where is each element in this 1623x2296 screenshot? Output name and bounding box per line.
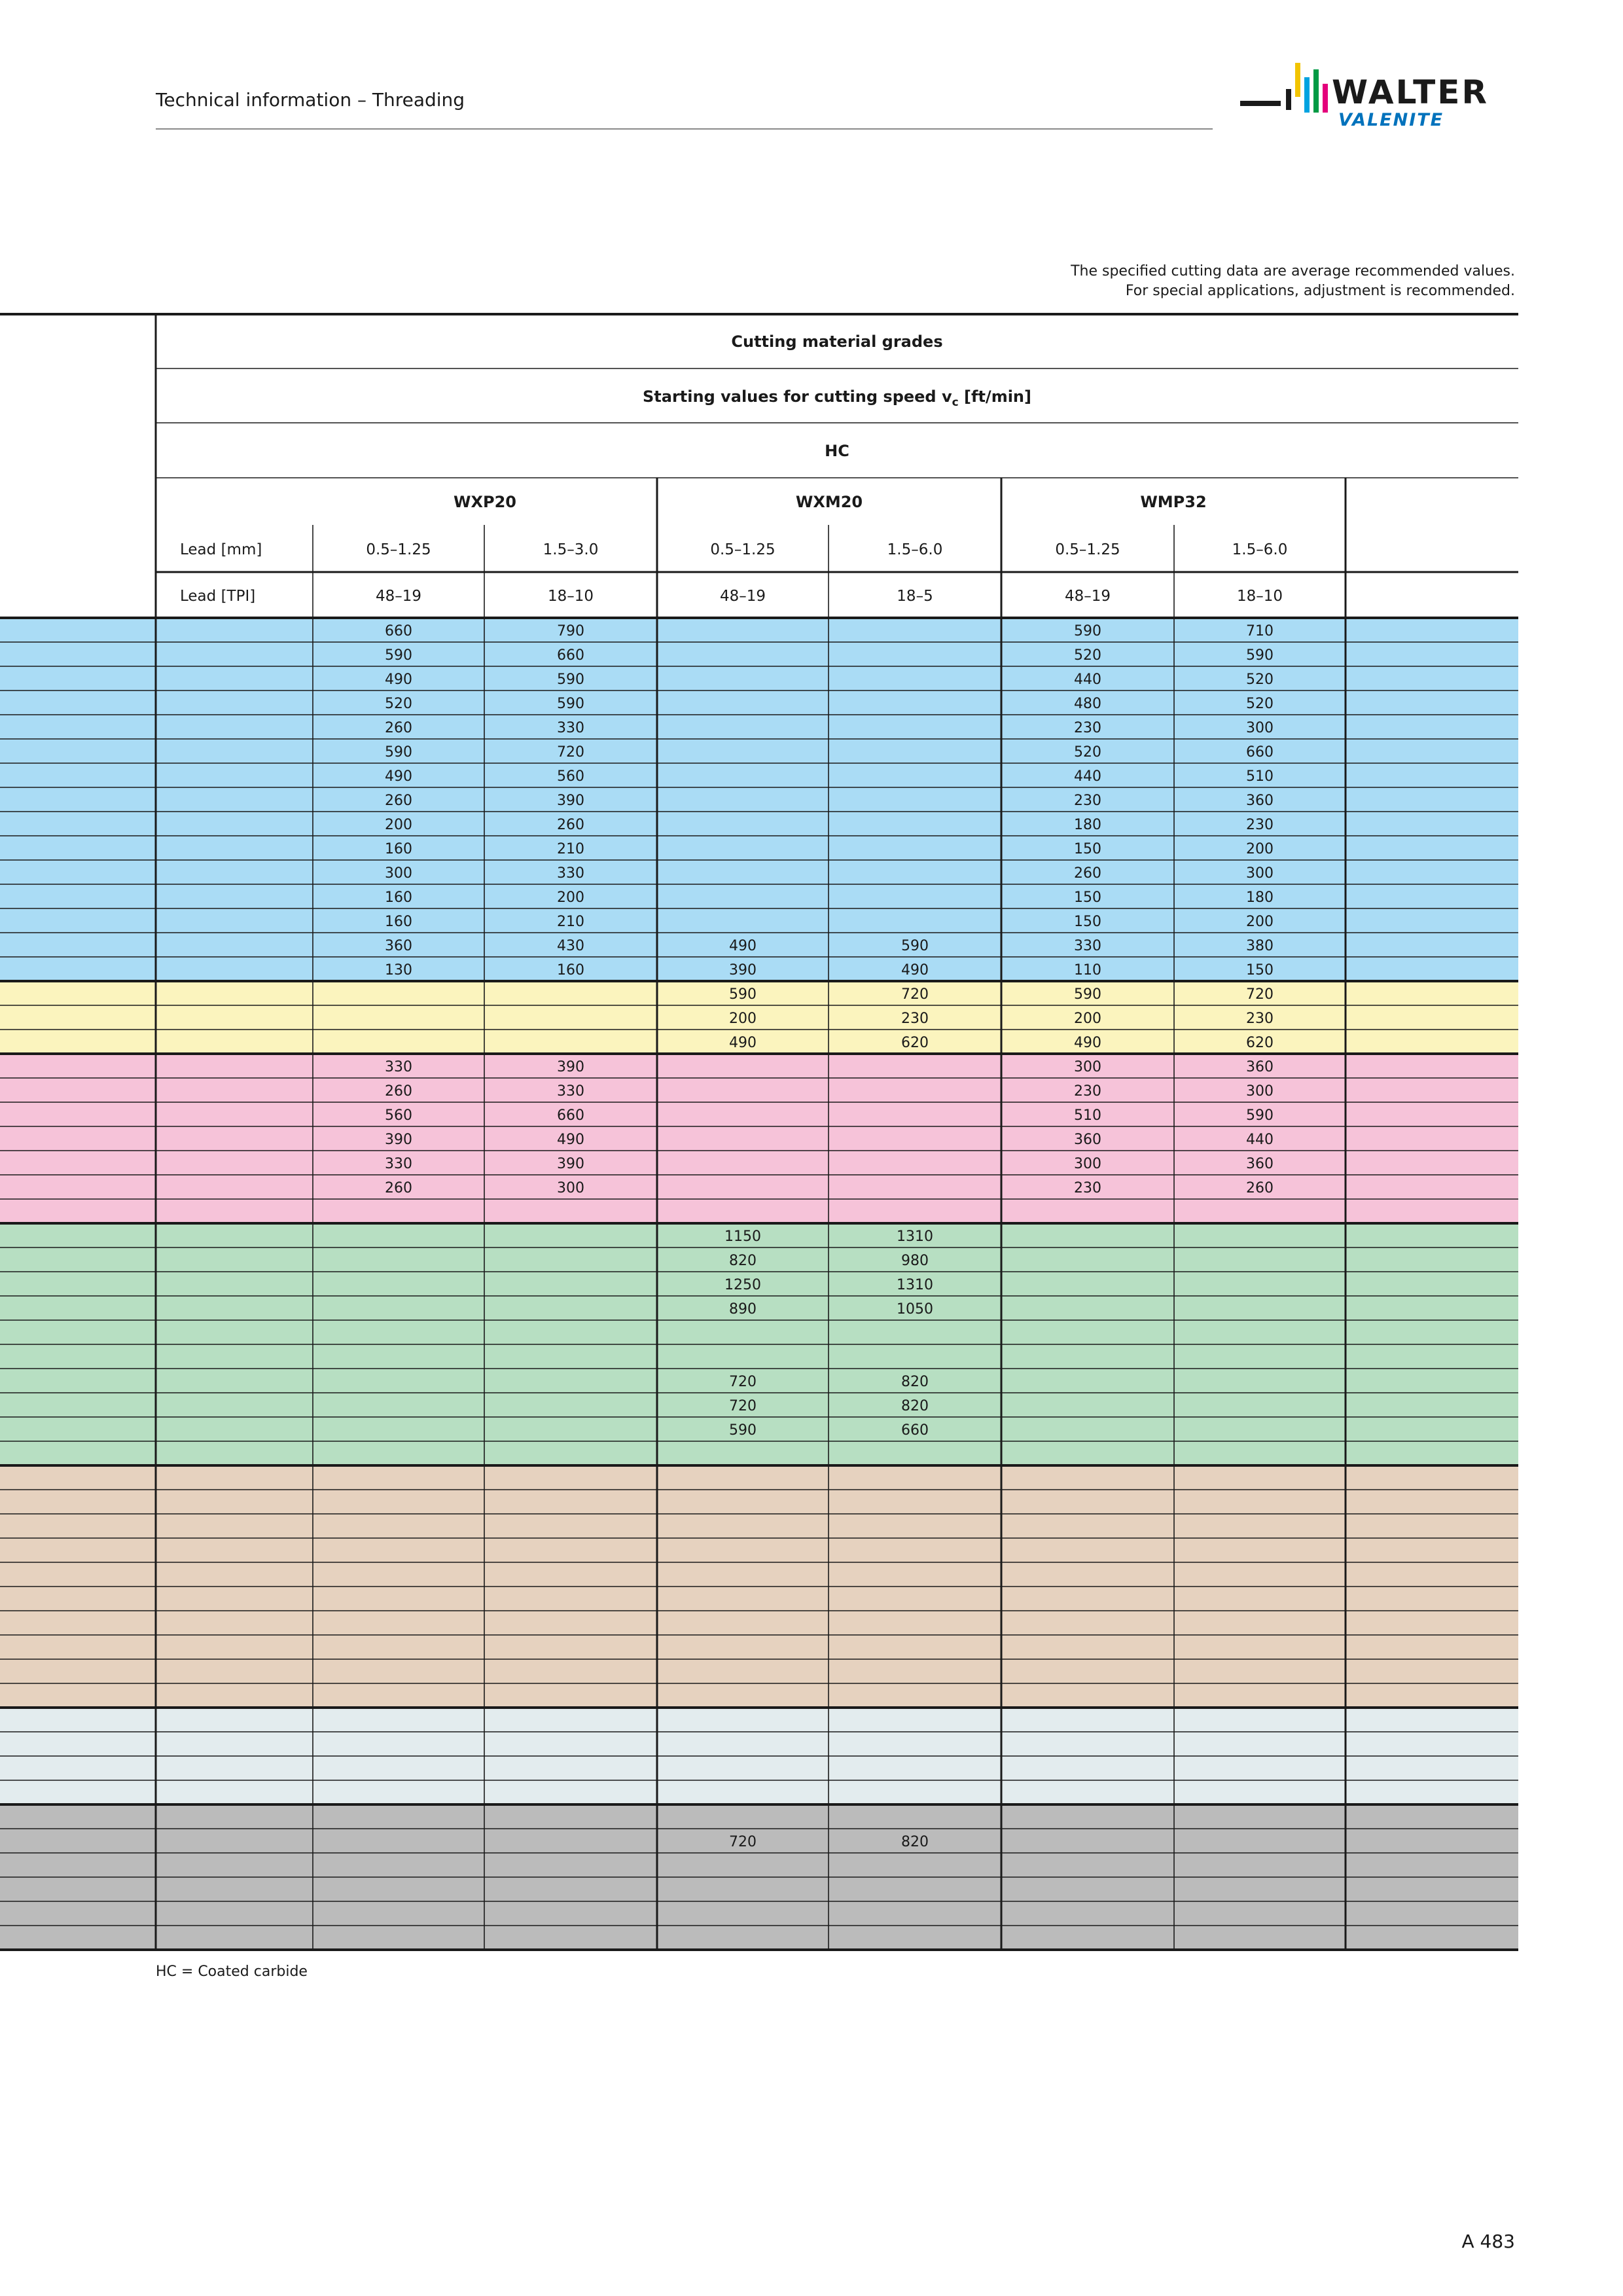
cutting-speed-cell: 720	[901, 986, 929, 1003]
table-row-background	[0, 884, 1518, 908]
table-row-background	[0, 763, 1518, 787]
cutting-speed-cell: 490	[385, 672, 412, 688]
cutting-speed-cell: 590	[729, 1422, 757, 1439]
cutting-speed-cell: 490	[729, 1035, 757, 1051]
table-row-background	[0, 1538, 1518, 1562]
logo-word-walter: WALTER	[1332, 73, 1489, 111]
table-row-background	[0, 1320, 1518, 1344]
table-row-background	[0, 1587, 1518, 1611]
lead-mm-label: Lead [mm]	[180, 541, 262, 558]
cutting-speed-cell: 660	[1246, 744, 1274, 761]
lead-mm-value: 1.5–6.0	[887, 541, 943, 558]
cutting-speed-cell: 300	[1074, 1059, 1101, 1075]
table-row-background	[0, 1199, 1518, 1223]
logo-word-valenite: VALENITE	[1338, 110, 1444, 130]
cutting-speed-cell: 300	[1246, 865, 1274, 882]
subtitle-subscript: c	[952, 396, 959, 409]
cutting-speed-cell: 200	[729, 1011, 757, 1027]
table-row-background	[0, 1441, 1518, 1465]
lead-mm-value: 1.5–3.0	[543, 541, 599, 558]
cutting-speed-cell: 710	[1246, 623, 1274, 639]
cutting-speed-cell: 430	[557, 938, 584, 954]
table-row-background	[0, 1005, 1518, 1030]
cutting-speed-cell: 1250	[724, 1277, 761, 1293]
cutting-speed-cell: 590	[729, 986, 757, 1003]
cutting-speed-cell: 260	[385, 1083, 412, 1100]
cutting-speed-cell: 490	[901, 962, 929, 978]
cutting-speed-cell: 390	[557, 793, 584, 809]
page-number: A 483	[1461, 2231, 1515, 2252]
cutting-speed-cell: 1050	[897, 1301, 933, 1318]
cutting-speed-cell: 660	[557, 647, 584, 664]
table-row-background	[0, 666, 1518, 691]
cutting-speed-cell: 1310	[897, 1277, 933, 1293]
table-row-background	[0, 1683, 1518, 1708]
lead-tpi-value: 18–10	[547, 588, 594, 605]
lead-tpi-value: 18–10	[1236, 588, 1283, 605]
table-row-background	[0, 642, 1518, 666]
table-row-background	[0, 1490, 1518, 1514]
page-header-title: Technical information – Threading	[156, 89, 465, 111]
cutting-speed-cell: 360	[1074, 1132, 1101, 1148]
cutting-speed-cell: 150	[1074, 889, 1101, 906]
lead-mm-value: 1.5–6.0	[1232, 541, 1288, 558]
cutting-speed-cell: 230	[1074, 720, 1101, 736]
cutting-speed-cell: 150	[1074, 914, 1101, 930]
table-row-background	[0, 1756, 1518, 1780]
cutting-speed-cell: 230	[1074, 1083, 1101, 1100]
table-row-background	[0, 1829, 1518, 1853]
grade-header: WMP32	[1140, 493, 1207, 511]
cutting-speed-cell: 560	[557, 768, 584, 785]
cutting-speed-cell: 260	[1246, 1180, 1274, 1196]
table-row-background	[0, 1393, 1518, 1417]
table-row-background	[0, 1659, 1518, 1683]
cutting-speed-cell: 200	[1074, 1011, 1101, 1027]
cutting-speed-cell: 160	[385, 889, 412, 906]
cutting-speed-cell: 620	[901, 1035, 929, 1051]
table-row-background	[0, 908, 1518, 933]
table-row-background	[0, 1780, 1518, 1804]
cutting-speed-cell: 360	[1246, 793, 1274, 809]
cutting-speed-cell: 160	[385, 841, 412, 857]
cutting-speed-cell: 180	[1246, 889, 1274, 906]
table-row-background	[0, 1708, 1518, 1732]
cutting-speed-cell: 200	[385, 817, 412, 833]
material-type-label: HC	[825, 442, 849, 460]
cutting-speed-cell: 130	[385, 962, 412, 978]
table-row-background	[0, 1296, 1518, 1320]
table-row-background	[0, 1514, 1518, 1538]
cutting-speed-cell: 360	[1246, 1156, 1274, 1172]
grade-header: WXM20	[795, 493, 863, 511]
cutting-speed-cell: 150	[1246, 962, 1274, 978]
cutting-speed-cell: 590	[1246, 1107, 1274, 1124]
table-row-background	[0, 1102, 1518, 1126]
cutting-speed-cell: 720	[729, 1398, 757, 1414]
cutting-speed-cell: 200	[1246, 841, 1274, 857]
table-row-background	[0, 1465, 1518, 1490]
table-row-background	[0, 812, 1518, 836]
cutting-speed-cell: 330	[557, 720, 584, 736]
cutting-speed-cell: 520	[385, 696, 412, 712]
footnote: HC = Coated carbide	[156, 1964, 308, 1980]
table-row-background	[0, 981, 1518, 1005]
cutting-speed-cell: 490	[557, 1132, 584, 1148]
cutting-speed-cell: 390	[385, 1132, 412, 1148]
cutting-speed-cell: 390	[729, 962, 757, 978]
cutting-speed-cell: 300	[1246, 1083, 1274, 1100]
table-row-background	[0, 1054, 1518, 1078]
note-line-2: For special applications, adjustment is recommended.	[1125, 283, 1515, 299]
cutting-speed-cell: 260	[1074, 865, 1101, 882]
cutting-speed-cell: 720	[729, 1834, 757, 1850]
cutting-speed-cell: 520	[1074, 744, 1101, 761]
cutting-speed-cell: 490	[729, 938, 757, 954]
table-row-background	[0, 1175, 1518, 1199]
cutting-speed-cell: 590	[385, 647, 412, 664]
lead-mm-value: 0.5–1.25	[710, 541, 776, 558]
table-row-background	[0, 933, 1518, 957]
cutting-speed-cell: 980	[901, 1253, 929, 1269]
table-row-background	[0, 1901, 1518, 1926]
cutting-speed-cell: 200	[1246, 914, 1274, 930]
cutting-speed-cell: 1150	[724, 1229, 761, 1245]
cutting-speed-cell: 230	[1074, 1180, 1101, 1196]
cutting-speed-cell: 360	[1246, 1059, 1274, 1075]
cutting-speed-cell: 620	[1246, 1035, 1274, 1051]
cutting-speed-cell: 300	[385, 865, 412, 882]
table-row-background	[0, 739, 1518, 763]
cutting-speed-cell: 260	[385, 793, 412, 809]
table-row-background	[0, 1247, 1518, 1272]
cutting-speed-cell: 660	[385, 623, 412, 639]
lead-tpi-value: 18–5	[897, 588, 933, 605]
table-row-background	[0, 1151, 1518, 1175]
cutting-speed-cell: 260	[557, 817, 584, 833]
subtitle-text: Starting values for cutting speed v	[643, 387, 952, 406]
cutting-speed-cell: 230	[1246, 1011, 1274, 1027]
table-row-background	[0, 715, 1518, 739]
table-row-background	[0, 1877, 1518, 1901]
lead-tpi-value: 48–19	[375, 588, 422, 605]
table-row-background	[0, 1732, 1518, 1756]
cutting-speed-cell: 440	[1074, 672, 1101, 688]
cutting-speed-cell: 330	[557, 1083, 584, 1100]
cutting-speed-cell: 330	[385, 1059, 412, 1075]
table-row-background	[0, 618, 1518, 642]
cutting-speed-cell: 330	[385, 1156, 412, 1172]
cutting-speed-cell: 720	[729, 1374, 757, 1390]
cutting-speed-cell: 790	[557, 623, 584, 639]
cutting-speed-cell: 380	[1246, 938, 1274, 954]
table-row-background	[0, 1369, 1518, 1393]
table-row-background	[0, 1611, 1518, 1635]
cutting-speed-cell: 160	[385, 914, 412, 930]
cutting-speed-cell: 520	[1074, 647, 1101, 664]
table-row-background	[0, 691, 1518, 715]
table-row-background	[0, 836, 1518, 860]
cutting-speed-cell: 300	[1074, 1156, 1101, 1172]
cutting-speed-cell: 720	[557, 744, 584, 761]
cutting-speed-cell: 210	[557, 841, 584, 857]
table-row-background	[0, 1635, 1518, 1659]
cutting-speed-cell: 390	[557, 1156, 584, 1172]
cutting-speed-cell: 660	[901, 1422, 929, 1439]
cutting-speed-cell: 520	[1246, 672, 1274, 688]
lead-mm-value: 0.5–1.25	[366, 541, 431, 558]
table-row-background	[0, 787, 1518, 812]
cutting-speed-cell: 820	[729, 1253, 757, 1269]
cutting-speed-cell: 180	[1074, 817, 1101, 833]
table-row-background	[0, 957, 1518, 981]
cutting-speed-cell: 590	[901, 938, 929, 954]
table-row-background	[0, 1562, 1518, 1587]
cutting-speed-cell: 300	[557, 1180, 584, 1196]
cutting-speed-cell: 590	[557, 696, 584, 712]
cutting-speed-cell: 300	[1246, 720, 1274, 736]
table-row-background	[0, 1126, 1518, 1151]
table-row-background	[0, 1078, 1518, 1102]
cutting-speed-cell: 590	[1074, 623, 1101, 639]
cutting-speed-cell: 440	[1074, 768, 1101, 785]
cutting-speed-cell: 480	[1074, 696, 1101, 712]
cutting-speed-cell: 110	[1074, 962, 1101, 978]
cutting-speed-cell: 510	[1074, 1107, 1101, 1124]
grade-header: WXP20	[454, 493, 516, 511]
cutting-speed-cell: 1310	[897, 1229, 933, 1245]
cutting-speed-cell: 720	[1246, 986, 1274, 1003]
cutting-speed-cell: 330	[557, 865, 584, 882]
cutting-speed-cell: 590	[385, 744, 412, 761]
cutting-speed-cell: 390	[557, 1059, 584, 1075]
lead-tpi-value: 48–19	[1064, 588, 1111, 605]
cutting-speed-cell: 820	[901, 1374, 929, 1390]
cutting-speed-cell: 440	[1246, 1132, 1274, 1148]
cutting-speed-cell: 490	[1074, 1035, 1101, 1051]
subtitle-unit: [ft/min]	[958, 387, 1031, 406]
cutting-speed-cell: 230	[1246, 817, 1274, 833]
cutting-speed-cell: 490	[385, 768, 412, 785]
cutting-speed-cell: 230	[901, 1011, 929, 1027]
table-row-background	[0, 860, 1518, 884]
cutting-speed-cell: 660	[557, 1107, 584, 1124]
cutting-speed-cell: 200	[557, 889, 584, 906]
cutting-speed-cell: 520	[1246, 696, 1274, 712]
cutting-speed-cell: 820	[901, 1398, 929, 1414]
cutting-speed-cell: 330	[1074, 938, 1101, 954]
cutting-speed-cell: 150	[1074, 841, 1101, 857]
cutting-speed-cell: 260	[385, 720, 412, 736]
table-row-background	[0, 1853, 1518, 1877]
cutting-speed-cell: 890	[729, 1301, 757, 1318]
lead-mm-value: 0.5–1.25	[1055, 541, 1120, 558]
cutting-speed-cell: 590	[1246, 647, 1274, 664]
cutting-speed-cell: 230	[1074, 793, 1101, 809]
cutting-speed-cell: 260	[385, 1180, 412, 1196]
table-row-background	[0, 1804, 1518, 1829]
cutting-speed-cell: 160	[557, 962, 584, 978]
table-row-background	[0, 1344, 1518, 1369]
cutting-speed-cell: 210	[557, 914, 584, 930]
cutting-speed-cell: 560	[385, 1107, 412, 1124]
table-row-background	[0, 1030, 1518, 1054]
lead-tpi-label: Lead [TPI]	[180, 588, 256, 605]
table-title: Cutting material grades	[731, 332, 943, 351]
table-row-background	[0, 1926, 1518, 1950]
table-subtitle	[643, 387, 1031, 409]
cutting-speed-cell: 590	[1074, 986, 1101, 1003]
cutting-speed-cell: 360	[385, 938, 412, 954]
lead-tpi-value: 48–19	[719, 588, 766, 605]
cutting-speed-cell: 820	[901, 1834, 929, 1850]
table-row-background	[0, 1417, 1518, 1441]
cutting-speed-cell: 590	[557, 672, 584, 688]
cutting-speed-cell: 510	[1246, 768, 1274, 785]
note-line-1: The specified cutting data are average recommended values.	[1071, 263, 1515, 279]
